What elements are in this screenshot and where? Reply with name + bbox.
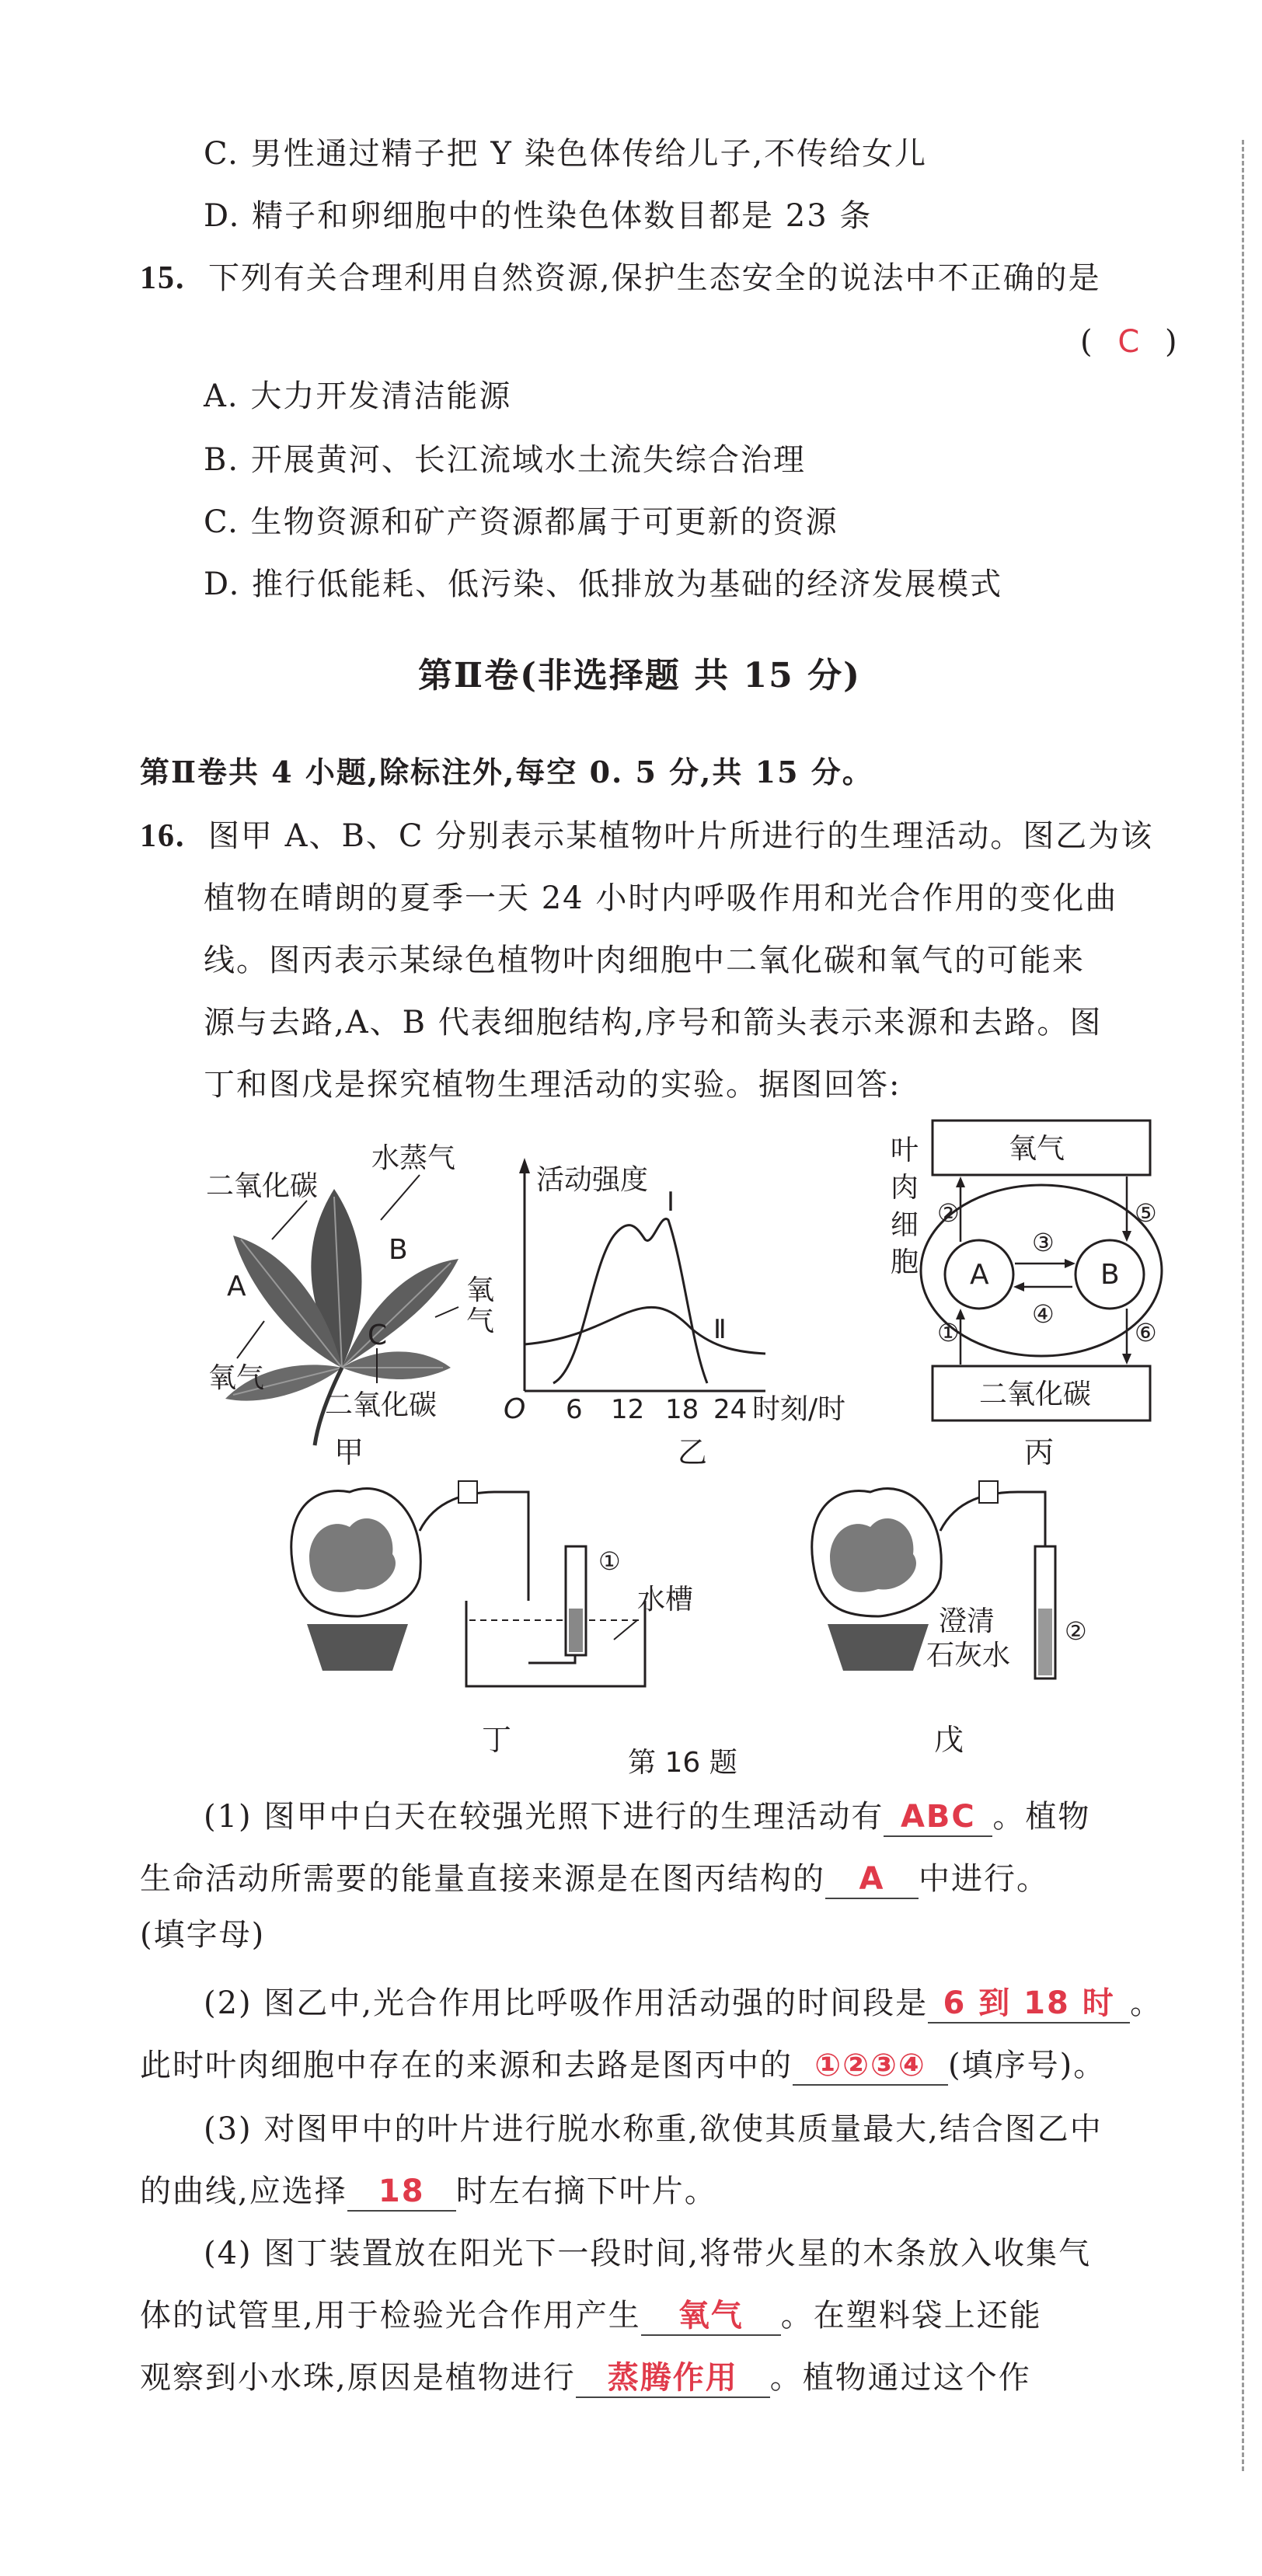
fig-bing-label: 丙 [1024, 1435, 1055, 1469]
q16-stem-line-3: 线。图丙表示某绿色植物叶肉细胞中二氧化碳和氧气的可能来 [204, 943, 1085, 978]
q16-stem-text-1: 图甲 A、B、C 分别表示某植物叶片所进行的生理活动。图乙为该 [207, 818, 1154, 854]
yi-ylabel: 活动强度 [536, 1164, 649, 1196]
q16-sub4-answer1[interactable]: 氧气 [641, 2297, 781, 2336]
section-note: 第Ⅱ卷共 4 小题,除标注外,每空 0. 5 分,共 15 分。 [140, 755, 873, 790]
q15-answer-bracket [1080, 320, 1179, 364]
q16-sub1-text3: 生命活动所需要的能量直接来源是在图丙结构的 [140, 1861, 825, 1897]
q16-sub2-line1 [204, 1982, 1163, 2025]
q16-sub3-text2: 的曲线,应选择 [140, 2173, 347, 2209]
bing-oxygen: 氧气 [1009, 1133, 1065, 1165]
ding-tank: 水槽 [637, 1584, 694, 1616]
q16-sub4-line1: (4) 图丁装置放在阳光下一段时间,将带火星的木条放入收集气 [204, 2236, 1092, 2271]
wu-n2: ② [1065, 1616, 1087, 1646]
bing-arrowhead-2 [956, 1176, 965, 1187]
bing-n5: ⑤ [1135, 1198, 1157, 1228]
q16-sub4-text4: 观察到小水珠,原因是植物进行 [140, 2360, 576, 2396]
yi-tick-24: 24 [713, 1394, 748, 1425]
bing-label-b: B [1100, 1259, 1120, 1291]
q16-sub2-answer2[interactable]: ①②③④ [793, 2047, 948, 2086]
wu-lime-1: 澄清 [939, 1605, 995, 1637]
yi-curve-1-label: Ⅰ [667, 1187, 675, 1218]
q16-sub3-text3: 时左右摘下叶片。 [455, 2173, 717, 2209]
jia-o2-left: 氧气 [208, 1362, 265, 1394]
q15-stem-line [140, 256, 1101, 300]
fig-yi [504, 1158, 845, 1469]
yi-tick-18: 18 [665, 1394, 699, 1425]
jia-label-b: B [389, 1234, 408, 1266]
q16-sub4-line3 [140, 2356, 1031, 2400]
wu-plant [830, 1518, 916, 1592]
q14-option-d: D. 精子和卵细胞中的性染色体数目都是 23 条 [204, 198, 873, 234]
q16-stem-line-1 [140, 814, 1153, 858]
jia-label-a: A [227, 1271, 246, 1302]
fig-yi-label: 乙 [678, 1435, 708, 1469]
bing-n3: ③ [1032, 1228, 1055, 1257]
ding-tube-water [569, 1609, 583, 1652]
q16-sub2-line2 [140, 2044, 1106, 2087]
q15-number: 15. [140, 260, 186, 296]
q16-sub1-answer1[interactable]: ABC [884, 1798, 992, 1837]
ding-valve [458, 1481, 477, 1503]
q15-option-b: B. 开展黄河、长江流域水土流失综合治理 [204, 442, 806, 478]
jia-co2-top: 二氧化碳 [206, 1170, 319, 1202]
wu-lime-2: 石灰水 [926, 1640, 1011, 1671]
bing-side-1: 叶 [891, 1135, 919, 1166]
bing-n1: ① [937, 1318, 960, 1347]
ding-plant [309, 1518, 396, 1592]
fig-ding-label: 丁 [482, 1723, 512, 1757]
wu-valve [979, 1481, 998, 1503]
q16-sub2-text3: 此时叶肉细胞中存在的来源和去路是图丙中的 [140, 2048, 793, 2083]
q16-sub1-line3: (填字母) [140, 1917, 266, 1953]
q14-option-c: C. 男性通过精子把 Y 染色体传给儿子,不传给女儿 [204, 136, 928, 172]
ding-n1: ① [598, 1546, 621, 1576]
yi-curve-photosynthesis [553, 1219, 707, 1383]
figure-caption: 第 16 题 [628, 1747, 737, 1779]
q16-sub3-line2 [140, 2170, 717, 2213]
q15-answer-close: ) [1164, 324, 1179, 360]
q16-figures [0, 1111, 1262, 1795]
fig-ding [291, 1481, 693, 1757]
section-title: 第Ⅱ卷(非选择题 共 15 分) [418, 656, 861, 695]
yi-y-arrow [519, 1158, 530, 1173]
bing-n2: ② [937, 1198, 960, 1228]
yi-curve-respiration [525, 1307, 765, 1354]
bing-n4: ④ [1032, 1299, 1055, 1329]
q15-option-d: D. 推行低能耗、低污染、低排放为基础的经济发展模式 [204, 566, 1003, 602]
q16-sub2-text4: (填序号)。 [948, 2048, 1107, 2083]
jia-water-vapor: 水蒸气 [371, 1142, 456, 1174]
jia-co2-bottom: 二氧化碳 [325, 1389, 438, 1421]
fig-wu-label: 戊 [934, 1723, 964, 1757]
bing-label-a: A [970, 1259, 989, 1291]
fig-bing [891, 1121, 1162, 1469]
yi-tick-12: 12 [611, 1394, 645, 1425]
q16-sub1-text1: (1) 图甲中白天在较强光照下进行的生理活动有 [204, 1799, 884, 1835]
q16-sub1-text2: 。植物 [992, 1799, 1091, 1835]
yi-xlabel: 时刻/时 [752, 1393, 846, 1425]
q16-stem-line-2: 植物在晴朗的夏季一天 24 小时内呼吸作用和光合作用的变化曲 [204, 880, 1118, 916]
jia-o2-right-1: 氧 [466, 1274, 495, 1306]
q16-sub4-answer2[interactable]: 蒸腾作用 [576, 2359, 770, 2398]
q16-sub1-text4: 中进行。 [919, 1861, 1049, 1897]
q16-sub4-text5: 。植物通过这个作 [769, 2360, 1031, 2396]
q15-stem: 下列有关合理利用自然资源,保护生态安全的说法中不正确的是 [207, 260, 1101, 296]
yi-tick-6: 6 [566, 1394, 583, 1425]
q16-stem-line-4: 源与去路,A、B 代表细胞结构,序号和箭头表示来源和去路。图 [204, 1005, 1103, 1041]
bing-co2: 二氧化碳 [979, 1379, 1092, 1410]
bing-side-4: 胞 [891, 1246, 919, 1278]
fig-wu [812, 1481, 1087, 1757]
q16-sub4-text3: 。在塑料袋上还能 [780, 2298, 1042, 2334]
jia-arrow-o2-left [237, 1321, 264, 1358]
q16-stem-line-5: 丁和图戊是探究植物生理活动的实验。据图回答: [204, 1067, 901, 1103]
bing-side-2: 肉 [891, 1172, 919, 1204]
fig-jia-label: 甲 [334, 1435, 364, 1469]
q16-sub3-line1: (3) 对图甲中的叶片进行脱水称重,欲使其质量最大,结合图乙中 [204, 2111, 1103, 2147]
q16-number: 16. [140, 818, 186, 854]
q16-sub2-text2: 。 [1130, 1985, 1163, 2021]
q16-sub1-line1 [204, 1795, 1090, 1839]
q16-sub4-line2 [140, 2294, 1042, 2337]
q16-sub1-line2 [140, 1857, 1049, 1901]
jia-o2-right-2: 气 [466, 1305, 495, 1337]
bing-n6: ⑥ [1135, 1318, 1157, 1347]
q15-option-a: A. 大力开发清洁能源 [204, 378, 512, 414]
q16-sub2-text1: (2) 图乙中,光合作用比呼吸作用活动强的时间段是 [204, 1985, 929, 2021]
yi-curve-2-label: Ⅱ [713, 1314, 727, 1345]
q15-option-c: C. 生物资源和矿产资源都属于可更新的资源 [204, 504, 838, 540]
ding-water-tank [466, 1601, 645, 1686]
wu-limewater [1038, 1609, 1052, 1675]
yi-origin: O [504, 1393, 526, 1425]
jia-arrow-water [381, 1175, 420, 1220]
ding-pot [307, 1624, 408, 1671]
q15-answer-open: ( [1080, 324, 1094, 360]
q16-sub4-text2: 体的试管里,用于检验光合作用产生 [140, 2298, 641, 2334]
jia-label-c: C [368, 1319, 388, 1351]
q16-sub2-answer1[interactable]: 6 到 18 时 [928, 1985, 1130, 2024]
jia-arrow-co2-in [272, 1201, 307, 1239]
wu-pot [828, 1624, 929, 1671]
jia-arrow-o2-right [435, 1307, 458, 1317]
q16-sub3-answer1[interactable]: 18 [347, 2173, 456, 2212]
q15-answer: C [1117, 324, 1142, 360]
bing-side-3: 细 [891, 1209, 919, 1241]
bing-arrowhead-6 [1122, 1354, 1131, 1365]
fig-jia [206, 1142, 494, 1469]
q16-sub1-answer2[interactable]: A [825, 1860, 919, 1899]
